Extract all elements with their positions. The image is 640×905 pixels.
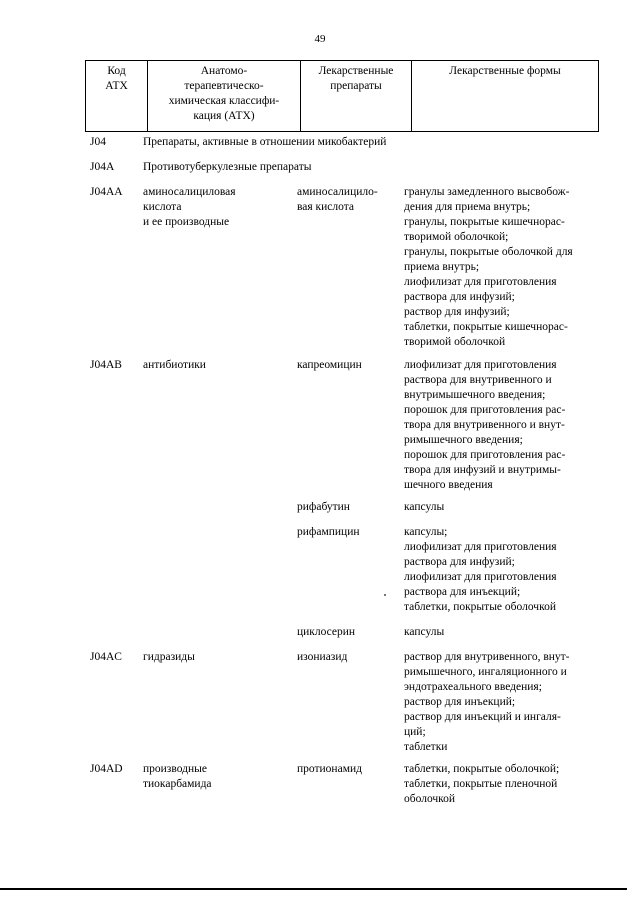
bottom-rule: [0, 888, 627, 890]
drug-forms: таблетки, покрытые оболочкой; таблетки, покрытые пленочной оболочкой: [404, 763, 560, 805]
drug-name: изониазид: [297, 651, 348, 663]
section-code: J04A: [90, 161, 115, 173]
group-code: J04AC: [90, 651, 122, 663]
drug-forms: гранулы замедленного высвобож- дения для приема внутрь; гранулы, покрытые кишечнорас- творимой оболочкой; гранулы, покрытые оболочкой для приема внутрь; лиофилизат для приготовления раствора для инфузий; раствор для инфузий; таблетки, покрытые кишечнорас- творимой оболочкой: [404, 186, 573, 348]
drug-name: капреомицин: [297, 359, 362, 371]
page-number: 49: [314, 33, 326, 45]
group-code: J04AA: [90, 186, 123, 198]
group-name: производные тиокарбамида: [143, 763, 212, 790]
drug-forms: лиофилизат для приготовления раствора для внутривенного и внутримышечного введения; порошок для приготовления рас- твора для внутривенного и внут- римышечного введения; порошок для приготовления рас- твора для инфузий и внутримы- шечного введения: [404, 359, 566, 491]
header-forms: Лекарственные формы: [412, 61, 599, 132]
group-name: аминосалициловая кислота и ее производные: [143, 186, 236, 228]
header-code: Код АТХ: [86, 61, 148, 132]
drug-name: циклосерин: [297, 626, 356, 638]
header-atc: Анатомо- терапевтическо- химическая классифи- кация (АТХ): [148, 61, 301, 132]
section-title: Препараты, активные в отношении микобактерий: [143, 136, 387, 148]
drug-name: рифампицин: [297, 526, 360, 538]
drug-forms: капсулы; лиофилизат для приготовления раствора для инфузий; лиофилизат для приготовления раствора для инъекций; таблетки, покрытые оболочкой: [404, 526, 557, 613]
group-code: J04AB: [90, 359, 122, 371]
drug-forms: раствор для внутривенного, внут- римышечного, ингаляционного и эндотрахеального введения; раствор для инъекций; раствор для инъекций и ингаля- ций; таблетки: [404, 651, 570, 753]
section-code: J04: [90, 136, 106, 148]
header-drugs: Лекарственные препараты: [301, 61, 412, 132]
table-header: [85, 60, 599, 132]
scan-speck: [384, 594, 386, 596]
drug-name: аминосалицило- вая кислота: [297, 186, 378, 213]
section-title: Противотуберкулезные препараты: [143, 161, 312, 173]
drug-name: рифабутин: [297, 501, 350, 513]
group-name: гидразиды: [143, 651, 195, 663]
group-name: антибиотики: [143, 359, 206, 371]
drug-forms: капсулы: [404, 501, 445, 513]
drug-name: протионамид: [297, 763, 362, 775]
group-code: J04AD: [90, 763, 123, 775]
drug-forms: капсулы: [404, 626, 445, 638]
